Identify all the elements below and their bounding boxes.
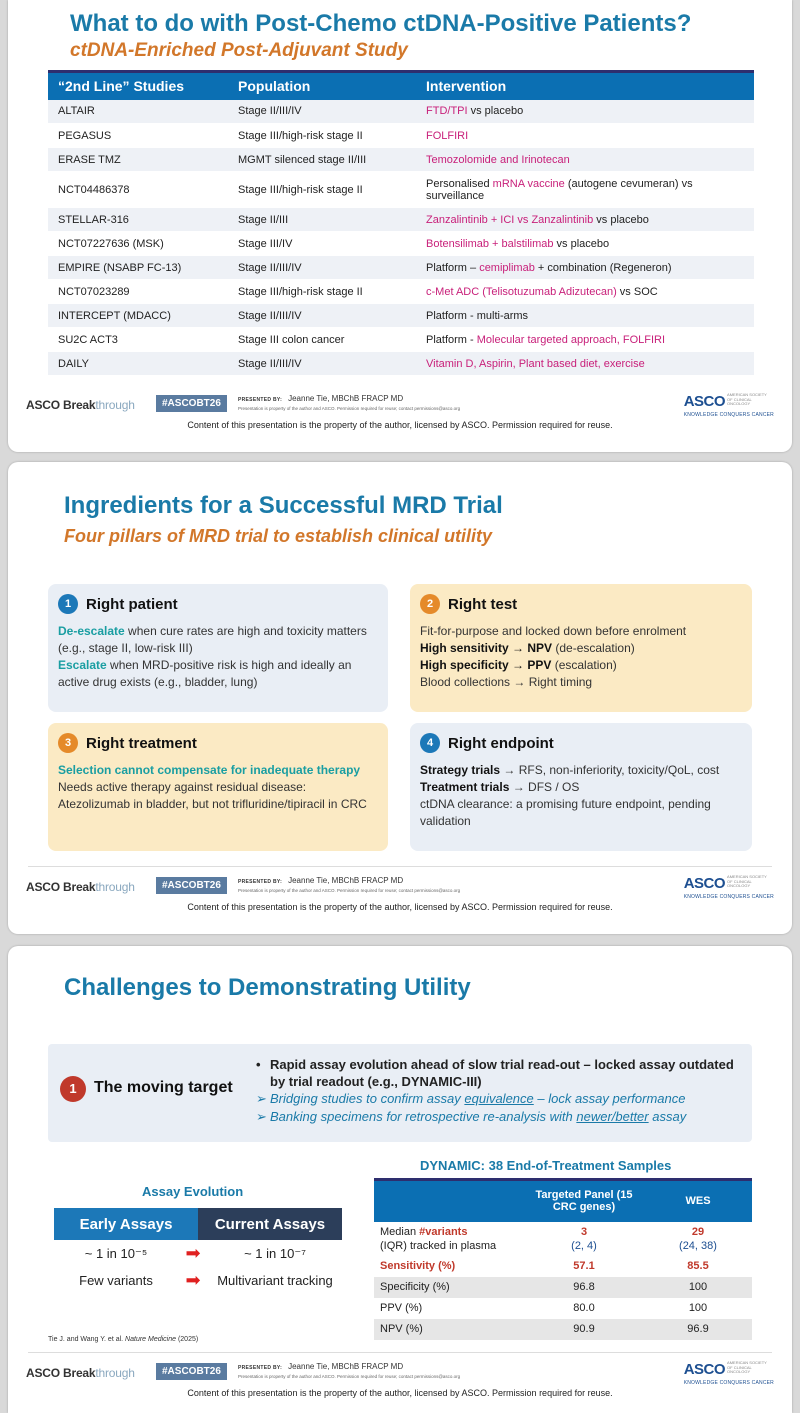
pillar-title: Right test — [448, 595, 518, 613]
table-row: Specificity (%) 96.8 100 — [374, 1277, 752, 1298]
pillar-title: Right patient — [86, 595, 178, 613]
pillar-right-endpoint — [410, 723, 752, 851]
assay-row-sensitivity: ~ 1 in 10⁻⁵ ➡ ~ 1 in 10⁻⁷ — [84, 1243, 306, 1263]
cell-study: INTERCEPT (MDACC) — [48, 304, 228, 328]
asco-logo: ASCO AMERICAN SOCIETY OF CLINICAL ONCOLOGY KNOWLEDGE CONQUERS CANCER — [683, 874, 774, 900]
cell-population: Stage II/III/IV — [228, 256, 416, 280]
pillar-title: Right endpoint — [448, 734, 554, 752]
table-row — [48, 232, 754, 256]
slide3-footer — [8, 1352, 792, 1412]
table-row — [48, 100, 754, 124]
cell-intervention: Temozolomide and Irinotecan — [416, 148, 754, 172]
table-header-row — [48, 72, 754, 100]
pillar-right-patient — [48, 584, 388, 712]
cell-population: Stage II/III/IV — [228, 352, 416, 376]
presenter-info: PRESENTED BY: Jeanne Tie, MBChB FRACP MD Presentation is property of the author and ASCO. Permission required for reuse; contact permissions@asco.org — [238, 394, 461, 411]
cell-study: EMPIRE (NSABP FC-13) — [48, 256, 228, 280]
header-studies: “2nd Line” Studies — [48, 72, 228, 100]
table-row — [48, 148, 754, 172]
table-row — [48, 256, 754, 280]
cell-population: Stage III colon cancer — [228, 328, 416, 352]
copyright-notice: Content of this presentation is the property of the author, licensed by ASCO. Permission required for reuse. — [187, 420, 613, 430]
pillar-number: 1 — [58, 594, 78, 614]
cell-study: NCT07227636 (MSK) — [48, 232, 228, 256]
assay-row-variants: Few variants ➡ Multivariant tracking — [79, 1270, 333, 1290]
table-row — [48, 172, 754, 208]
asco-breakthrough-logo: ASCO Breakthrough — [26, 1366, 135, 1380]
cell-population: Stage III/high-risk stage II — [228, 172, 416, 208]
asco-logo: ASCO AMERICAN SOCIETY OF CLINICAL ONCOLOGY KNOWLEDGE CONQUERS CANCER — [683, 1360, 774, 1386]
pillar-number: 3 — [58, 733, 78, 753]
cell-intervention: FOLFIRI — [416, 124, 754, 148]
challenge-number: 1 — [60, 1076, 86, 1102]
cell-study: ERASE TMZ — [48, 148, 228, 172]
cell-study: PEGASUS — [48, 124, 228, 148]
table-row: Sensitivity (%) 57.1 85.5 — [374, 1256, 752, 1277]
moving-target-box — [48, 1044, 752, 1142]
slide1-title: What to do with Post-Chemo ctDNA-Positive Patients? — [70, 10, 692, 37]
header-intervention: Intervention — [416, 72, 754, 100]
slide-ingredients — [8, 462, 792, 934]
cell-study: SU2C ACT3 — [48, 328, 228, 352]
slide1-footer — [8, 384, 792, 444]
cell-intervention: Zanzalintinib + ICI vs Zanzalintinib vs placebo — [416, 208, 754, 232]
cell-study: ALTAIR — [48, 100, 228, 124]
challenge-label: The moving target — [94, 1079, 233, 1096]
asco-breakthrough-logo: ASCO Breakthrough — [26, 398, 135, 412]
pillar-number: 2 — [420, 594, 440, 614]
cell-study: STELLAR-316 — [48, 208, 228, 232]
pillar-right-test — [410, 584, 752, 712]
cell-intervention: FTD/TPI vs placebo — [416, 100, 754, 124]
pillar-right-treatment — [48, 723, 388, 851]
slide-post-chemo — [8, 0, 792, 452]
slide3-title: Challenges to Demonstrating Utility — [64, 974, 471, 1001]
challenge-bullets: • Rapid assay evolution ahead of slow trial read-out – locked assay outdated by trial readout (e.g., DYNAMIC-III) ➢ Bridging studies to confirm assay equivalence – lock assay performance ➢ Banking specimens for retrospective re-analysis with newer/better assay — [256, 1056, 746, 1126]
assay-evolution-grid — [54, 1208, 342, 1294]
cell-population: Stage III/high-risk stage II — [228, 280, 416, 304]
hashtag-badge: #ASCOBT26 — [156, 1363, 227, 1380]
cell-population: Stage III/high-risk stage II — [228, 124, 416, 148]
copyright-notice: Content of this presentation is the property of the author, licensed by ASCO. Permission required for reuse. — [187, 902, 613, 912]
asco-breakthrough-logo: ASCO Breakthrough — [26, 880, 135, 894]
table-row: PPV (%) 80.0 100 — [374, 1298, 752, 1319]
dynamic-table — [374, 1178, 752, 1340]
pillar-text: Selection cannot compensate for inadequate therapy Needs active therapy against residual disease: Atezolizumab in bladder, but not trifluridine/tipiracil in CRC — [58, 763, 367, 811]
col-targeted-panel: Targeted Panel (15 CRC genes) — [524, 1180, 644, 1222]
table-row: Median #variants (IQR) tracked in plasma 3 (2, 4) 29 (24, 38) — [374, 1222, 752, 1256]
table-row — [48, 124, 754, 148]
assay-evolution-title: Assay Evolution — [142, 1184, 244, 1199]
cell-population: Stage II/III — [228, 208, 416, 232]
studies-table — [48, 70, 754, 376]
current-assays-header: Current Assays — [198, 1208, 342, 1240]
reference-citation: Tie J. and Wang Y. et al. Nature Medicine (2025) — [48, 1336, 199, 1343]
cell-intervention: Vitamin D, Aspirin, Plant based diet, exercise — [416, 352, 754, 376]
pillar-number: 4 — [420, 733, 440, 753]
table-row — [48, 208, 754, 232]
header-population: Population — [228, 72, 416, 100]
cell-intervention: Personalised mRNA vaccine (autogene cevumeran) vs surveillance — [416, 172, 754, 208]
presenter-info: PRESENTED BY: Jeanne Tie, MBChB FRACP MD Presentation is property of the author and ASCO. Permission required for reuse; contact permissions@asco.org — [238, 876, 461, 893]
copyright-notice: Content of this presentation is the property of the author, licensed by ASCO. Permission required for reuse. — [187, 1388, 613, 1398]
slide-challenges — [8, 946, 792, 1413]
cell-intervention: Platform - Molecular targeted approach, FOLFIRI — [416, 328, 754, 352]
hashtag-badge: #ASCOBT26 — [156, 877, 227, 894]
cell-intervention: c-Met ADC (Telisotuzumab Adizutecan) vs SOC — [416, 280, 754, 304]
red-arrow-icon: ➡ — [185, 1270, 201, 1290]
cell-study: NCT04486378 — [48, 172, 228, 208]
asco-logo: ASCO AMERICAN SOCIETY OF CLINICAL ONCOLOGY KNOWLEDGE CONQUERS CANCER — [683, 392, 774, 418]
table-row: NPV (%) 90.9 96.9 — [374, 1319, 752, 1340]
cell-study: DAILY — [48, 352, 228, 376]
cell-population: Stage II/III/IV — [228, 304, 416, 328]
presenter-info: PRESENTED BY: Jeanne Tie, MBChB FRACP MD Presentation is property of the author and ASCO. Permission required for reuse; contact permissions@asco.org — [238, 1362, 461, 1379]
pillar-text: De-escalate when cure rates are high and toxicity matters (e.g., stage II, low-risk III) Escalate when MRD-positive risk is high and ideally an active drug exists (e.g., bladder, lung) — [58, 624, 367, 689]
slide2-title: Ingredients for a Successful MRD Trial — [64, 492, 503, 519]
slide2-subtitle: Four pillars of MRD trial to establish clinical utility — [64, 526, 493, 546]
pillar-title: Right treatment — [86, 734, 197, 752]
cell-intervention: Platform – cemiplimab + combination (Regeneron) — [416, 256, 754, 280]
table-row — [48, 352, 754, 376]
cell-intervention: Platform - multi-arms — [416, 304, 754, 328]
hashtag-badge: #ASCOBT26 — [156, 395, 227, 412]
cell-intervention: Botensilimab + balstilimab vs placebo — [416, 232, 754, 256]
col-wes: WES — [644, 1180, 752, 1222]
table-row — [48, 280, 754, 304]
cell-population: Stage II/III/IV — [228, 100, 416, 124]
slide2-footer — [8, 866, 792, 926]
pillar-text: Strategy trials → RFS, non-inferiority, toxicity/QoL, cost Treatment trials → DFS / OS ctDNA clearance: a promising future endpoint, pending validation — [420, 763, 720, 828]
table-row — [48, 304, 754, 328]
red-arrow-icon: ➡ — [185, 1243, 201, 1263]
early-assays-header: Early Assays — [54, 1208, 198, 1240]
cell-population: Stage III/IV — [228, 232, 416, 256]
slide1-subtitle: ctDNA-Enriched Post-Adjuvant Study — [70, 40, 408, 61]
pillar-text: Fit-for-purpose and locked down before enrolment High sensitivity → NPV (de-escalation) High specificity → PPV (escalation) Blood collections → Right timing — [420, 624, 687, 689]
cell-study: NCT07023289 — [48, 280, 228, 304]
cell-population: MGMT silenced stage II/III — [228, 148, 416, 172]
table-row — [48, 328, 754, 352]
dynamic-table-title: DYNAMIC: 38 End-of-Treatment Samples — [420, 1158, 672, 1173]
